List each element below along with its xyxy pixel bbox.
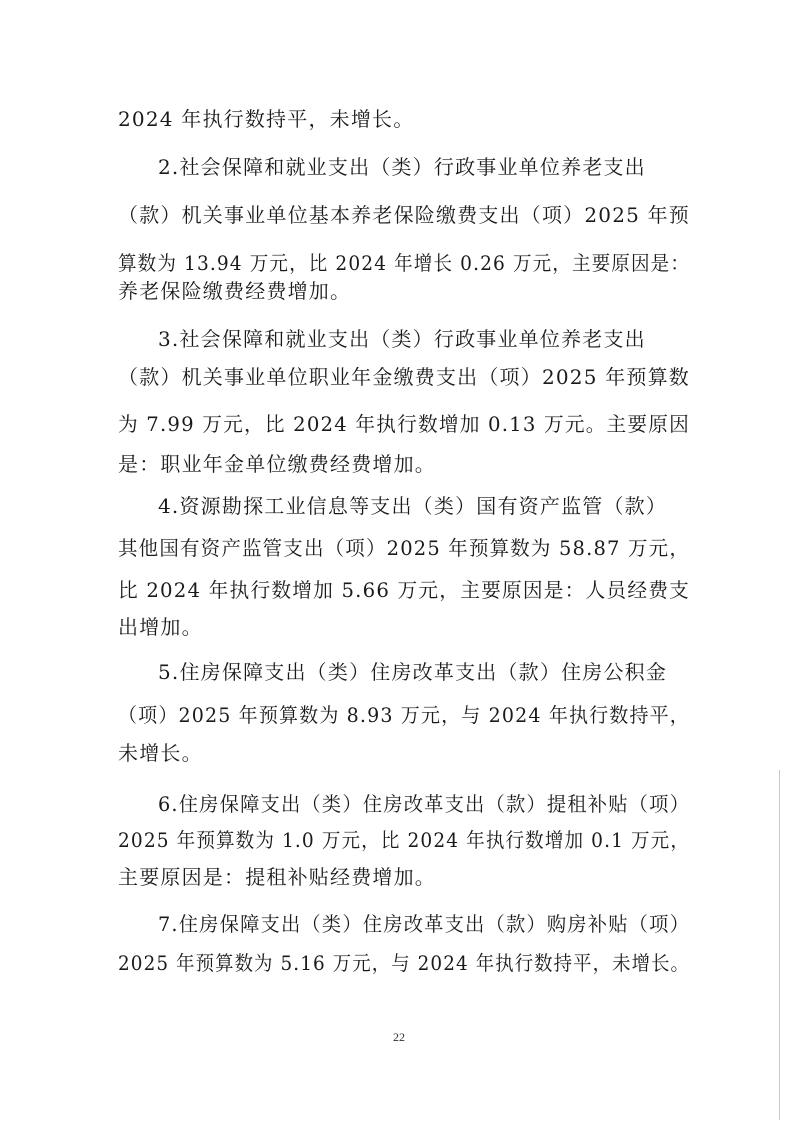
text-line: 2.社会保障和就业支出（类）行政事业单位养老支出 <box>158 155 646 179</box>
text-line: 3.社会保障和就业支出（类）行政事业单位养老支出 <box>158 327 646 351</box>
text-line: 4.资源勘探工业信息等支出（类）国有资产监管（款） <box>158 494 668 518</box>
text-line: 其他国有资产监管支出（项）2025 年预算数为 58.87 万元， <box>118 536 690 560</box>
text-line: 比 2024 年执行数增加 5.66 万元，主要原因是：人员经费支 <box>118 578 690 602</box>
scan-edge-line <box>779 770 780 1120</box>
text-line: 2025 年预算数为 1.0 万元，比 2024 年执行数增加 0.1 万元， <box>118 828 691 852</box>
text-line: 养老保险缴费经费增加。 <box>118 279 352 303</box>
text-line: 6.住房保障支出（类）住房改革支出（款）提租补贴（项） <box>158 792 691 816</box>
text-line: 为 7.99 万元，比 2024 年执行数增加 0.13 万元。主要原因 <box>118 412 691 436</box>
text-line: 5.住房保障支出（类）住房改革支出（款）住房公积金 <box>158 660 668 684</box>
text-line: 算数为 13.94 万元，比 2024 年增长 0.26 万元，主要原因是： <box>118 251 690 275</box>
text-line: 是：职业年金单位缴费经费增加。 <box>118 452 436 476</box>
text-line: 2025 年预算数为 5.16 万元，与 2024 年执行数持平，未增长。 <box>118 951 691 975</box>
text-line: 主要原因是：提租补贴经费增加。 <box>118 865 436 889</box>
text-line: 2024 年执行数持平，未增长。 <box>118 107 415 131</box>
text-line: （款）机关事业单位基本养老保险缴费支出（项）2025 年预 <box>118 203 691 227</box>
text-line: （项）2025 年预算数为 8.93 万元，与 2024 年执行数持平， <box>118 703 690 727</box>
text-line: 未增长。 <box>118 741 203 765</box>
text-line: 7.住房保障支出（类）住房改革支出（款）购房补贴（项） <box>158 912 691 936</box>
text-line: 出增加。 <box>118 615 203 639</box>
page-number: 22 <box>393 1030 405 1044</box>
text-line: （款）机关事业单位职业年金缴费支出（项）2025 年预算数 <box>118 365 691 389</box>
